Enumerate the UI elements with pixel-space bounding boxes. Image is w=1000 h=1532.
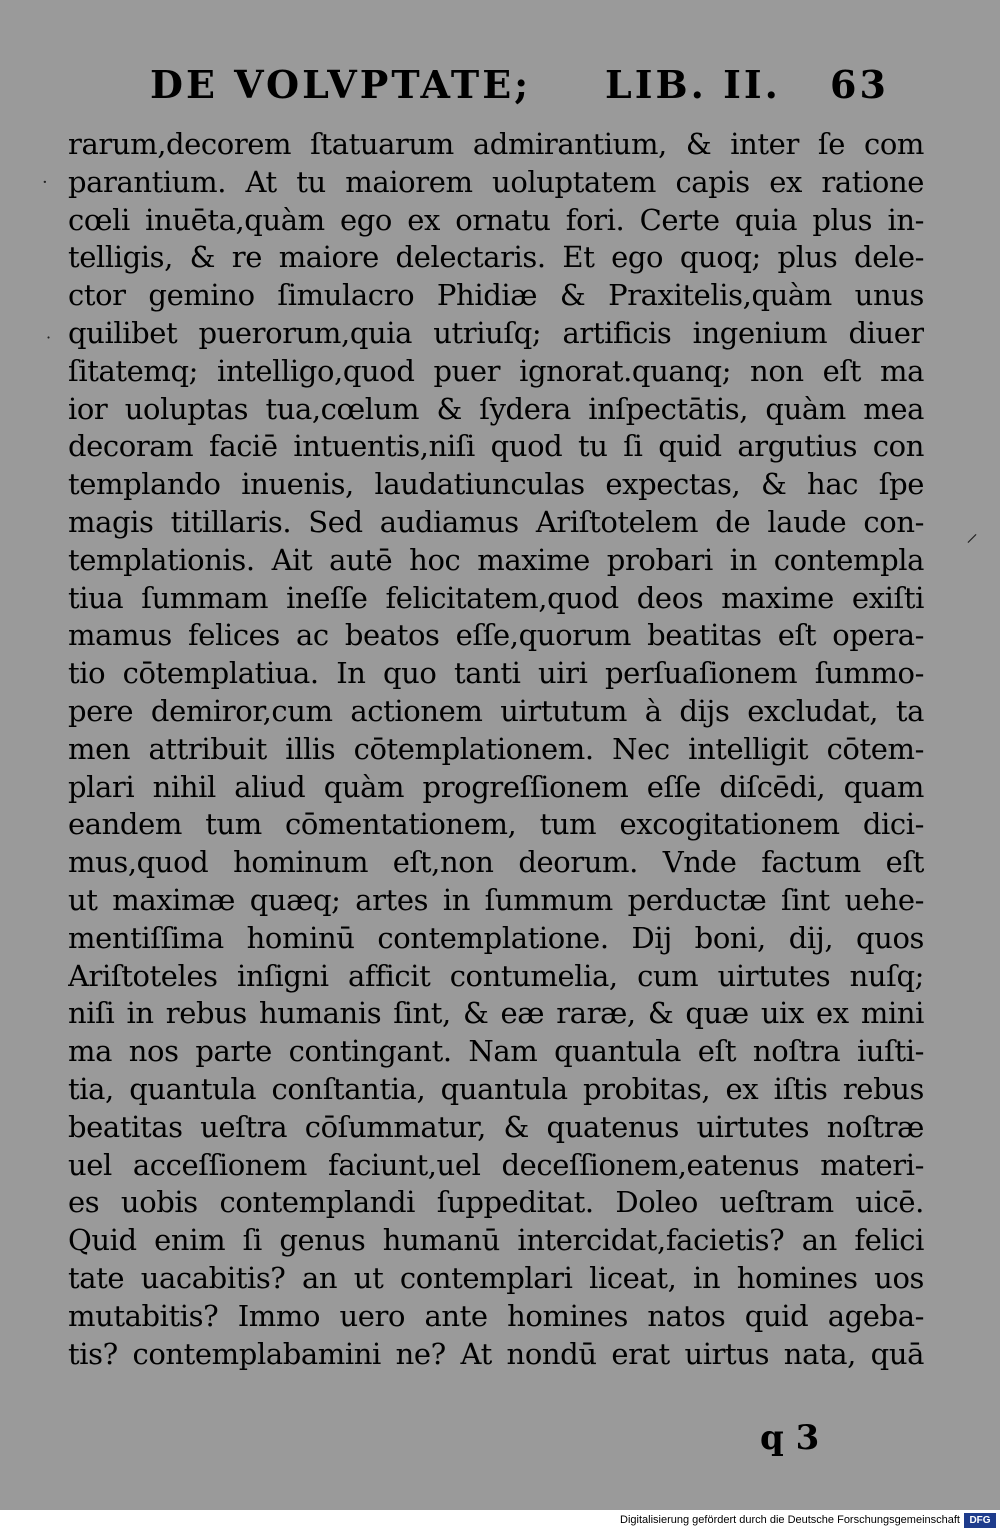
text-line: decoram faciē intuentis,niſi quod tu ſi quid argutius con <box>68 429 924 464</box>
footer-bar <box>0 1510 1000 1532</box>
text-line: rarum,decorem ſtatuarum admirantium, & inter ſe com <box>68 127 924 161</box>
text-line: mamus felices ac beatos eſſe,quorum beatitas eſt opera- <box>68 618 924 653</box>
text-line: tia, quantula conſtantia, quantula probitas, ex iſtis rebus <box>68 1071 924 1106</box>
signature-mark: q 3 <box>760 1418 820 1458</box>
folio-number: 63 <box>830 62 889 107</box>
margin-stroke-mark: ⸝ <box>966 519 978 547</box>
text-line: men attribuit illis cōtemplationem. Nec intelligit cōtem- <box>68 731 924 766</box>
text-line: es uobis contemplandi ſuppeditat. Doleo ueſtram uicē. <box>68 1185 924 1220</box>
text-line: telligis, & re maiore delectaris. Et ego quoq; plus dele- <box>68 240 924 275</box>
text-line: cœli inuēta,quàm ego ex ornatu fori. Certe quia plus in- <box>68 202 924 237</box>
text-line: tiua ſummam ineſſe felicitatem,quod deos maxime exiſti <box>68 580 924 615</box>
text-line: ſitatemq; intelligo,quod puer ignorat.quanq; non eſt ma <box>68 353 924 388</box>
text-line: templando inuenis, laudatiunculas expectas, & hac ſpe <box>68 467 924 502</box>
text-line: tate uacabitis? an ut contemplari liceat, in homines uos <box>68 1260 924 1295</box>
text-line: mus,quod hominum eſt,non deorum. Vnde factum eſt <box>68 845 924 880</box>
text-line: niſi in rebus humanis ſint, & eæ raræ, & quæ uix ex mini <box>68 996 924 1031</box>
text-line: Ariſtoteles inſigni afficit contumelia, cum uirtutes nuſq; <box>68 958 924 993</box>
text-line: ctor gemino ſimulacro Phidiæ & Praxitelis,quàm unus <box>68 278 924 313</box>
text-line: ut maximæ quæq; artes in ſummum perductæ ſint uehe- <box>68 882 924 917</box>
text-line: pere demiror,cum actionem uirtutum à dijs excludat, ta <box>68 693 924 728</box>
text-line: Quid enim ſi genus humanū intercidat,facietis? an felici <box>68 1223 924 1258</box>
text-line: eandem tum cōmentationem, tum excogitationem dici- <box>68 807 924 842</box>
text-line: uel acceſſionem faciunt,uel deceſſionem,eatenus materi- <box>68 1147 924 1182</box>
running-head <box>150 62 890 106</box>
text-line: quilibet puerorum,quia utriuſq; artificis ingenium diuer <box>68 315 924 350</box>
text-line: mutabitis? Immo uero ante homines natos quid ageba- <box>68 1298 924 1333</box>
text-line: plari nihil aliud quàm progreſſionem eſſe diſcēdi, quam <box>68 769 924 804</box>
dfg-logo[interactable]: DFG <box>964 1513 996 1528</box>
text-line: ior uoluptas tua,cœlum & ſydera inſpectātis, quàm mea <box>68 391 924 426</box>
text-line: tio cōtemplatiua. In quo tanti uiri perſuaſionem ſummo- <box>68 656 924 691</box>
text-line: parantium. At tu maiorem uoluptatem capis ex ratione <box>68 164 924 199</box>
body-text <box>68 126 924 1373</box>
text-line: tis? contemplabamini ne? At nondū erat uirtus nata, quā <box>68 1336 924 1371</box>
funding-notice: Digitalisierung gefördert durch die Deutsche Forschungsgemeinschaft <box>620 1514 960 1526</box>
text-line: templationis. Ait autē hoc maxime probari in contempla <box>68 542 924 577</box>
margin-dot-mark: · <box>42 172 48 193</box>
text-line: mentiſſima hominū contemplatione. Dij boni, dij, quos <box>68 920 924 955</box>
text-line: ma nos parte contingant. Nam quantula eſt noſtra iuſti- <box>68 1034 924 1069</box>
text-line: magis titillaris. Sed audiamus Ariſtotelem de laude con- <box>68 504 924 539</box>
running-head-title: DE VOLVPTATE; <box>150 62 532 107</box>
running-head-book: LIB. II. <box>605 62 781 107</box>
margin-dot-mark: · <box>46 328 52 347</box>
text-line: beatitas ueſtra cōſummatur, & quatenus uirtutes noſtræ <box>68 1109 924 1144</box>
